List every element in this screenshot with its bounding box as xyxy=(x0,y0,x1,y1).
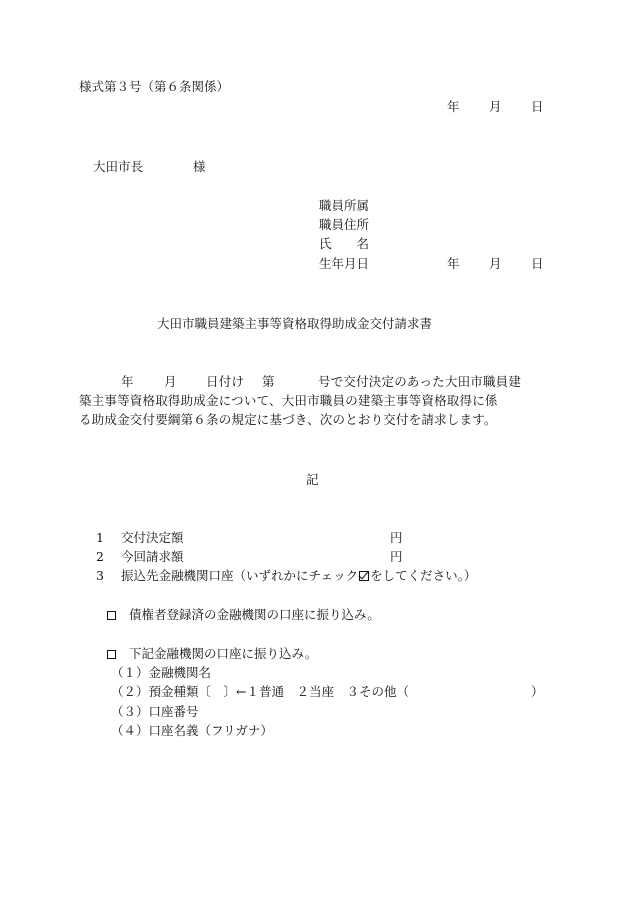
form-number: 様式第３号（第６条関係） xyxy=(79,79,230,94)
body-line-1-month: 月 xyxy=(164,374,177,389)
item-3-label-row xyxy=(121,570,476,583)
option-2-label: 下記金融機関の口座に振り込み。 xyxy=(128,646,318,661)
item-3-number: 3 xyxy=(96,568,104,583)
date-year-label: 年 xyxy=(447,99,460,114)
date-month-label: 月 xyxy=(489,99,502,114)
birthdate-label: 生年月日 xyxy=(319,256,370,271)
item-2-unit: 円 xyxy=(390,549,403,564)
sub-item-bank-name: （１）金融機関名 xyxy=(111,665,212,680)
address-label: 職員住所 xyxy=(319,217,370,232)
ki-heading: 記 xyxy=(306,472,319,487)
option-1-label: 債権者登録済の金融機関の口座に振り込み。 xyxy=(128,607,380,622)
birth-month-label: 月 xyxy=(489,256,502,271)
document-title: 大田市職員建築主事等資格取得助成金交付請求書 xyxy=(157,316,433,331)
birth-year-label: 年 xyxy=(447,256,460,271)
checkmark-icon xyxy=(359,571,369,581)
body-line-1-year: 年 xyxy=(121,374,134,389)
date-day-label: 日 xyxy=(531,99,544,114)
item-2-label: 今回請求額 xyxy=(121,549,184,564)
sub-item-account-holder: （４）口座名義（フリガナ） xyxy=(111,723,273,738)
option-registered-account[interactable] xyxy=(107,609,380,622)
item-3-label: 振込先金融機関口座（いずれかにチェック xyxy=(121,568,359,583)
option-2-checkbox[interactable] xyxy=(107,650,116,659)
option-other-account[interactable] xyxy=(107,648,317,661)
body-line-1-date-suffix: 日付け xyxy=(206,374,245,389)
item-3-label-after: をしてください。） xyxy=(370,568,477,583)
name-label: 氏 名 xyxy=(319,236,370,251)
option-1-checkbox[interactable] xyxy=(107,611,116,620)
item-1-number: 1 xyxy=(96,530,104,545)
body-line-1-no-prefix: 第 xyxy=(262,374,275,389)
item-2-number: 2 xyxy=(96,549,104,564)
body-line-2: 築主事等資格取得助成金について、大田市職員の建築主事等資格取得に係 xyxy=(79,393,498,408)
affiliation-label: 職員所属 xyxy=(319,198,370,213)
item-1-label: 交付決定額 xyxy=(121,530,184,545)
sub-item-deposit-type: （２）預金種類〔 〕←１普通 ２当座 ３その他（ xyxy=(111,684,409,699)
birth-day-label: 日 xyxy=(531,256,544,271)
sub-item-account-number: （３）口座番号 xyxy=(111,704,199,719)
body-line-3: る助成金交付要綱第６条の規定に基づき、次のとおり交付を請求します。 xyxy=(79,412,497,427)
addressee-name: 大田市長 xyxy=(93,159,144,174)
body-line-1-rest: 号で交付決定のあった大田市職員建 xyxy=(318,374,522,389)
addressee-honorific: 様 xyxy=(193,159,206,174)
sub-item-deposit-type-close: ） xyxy=(531,684,544,699)
item-1-unit: 円 xyxy=(390,530,403,545)
